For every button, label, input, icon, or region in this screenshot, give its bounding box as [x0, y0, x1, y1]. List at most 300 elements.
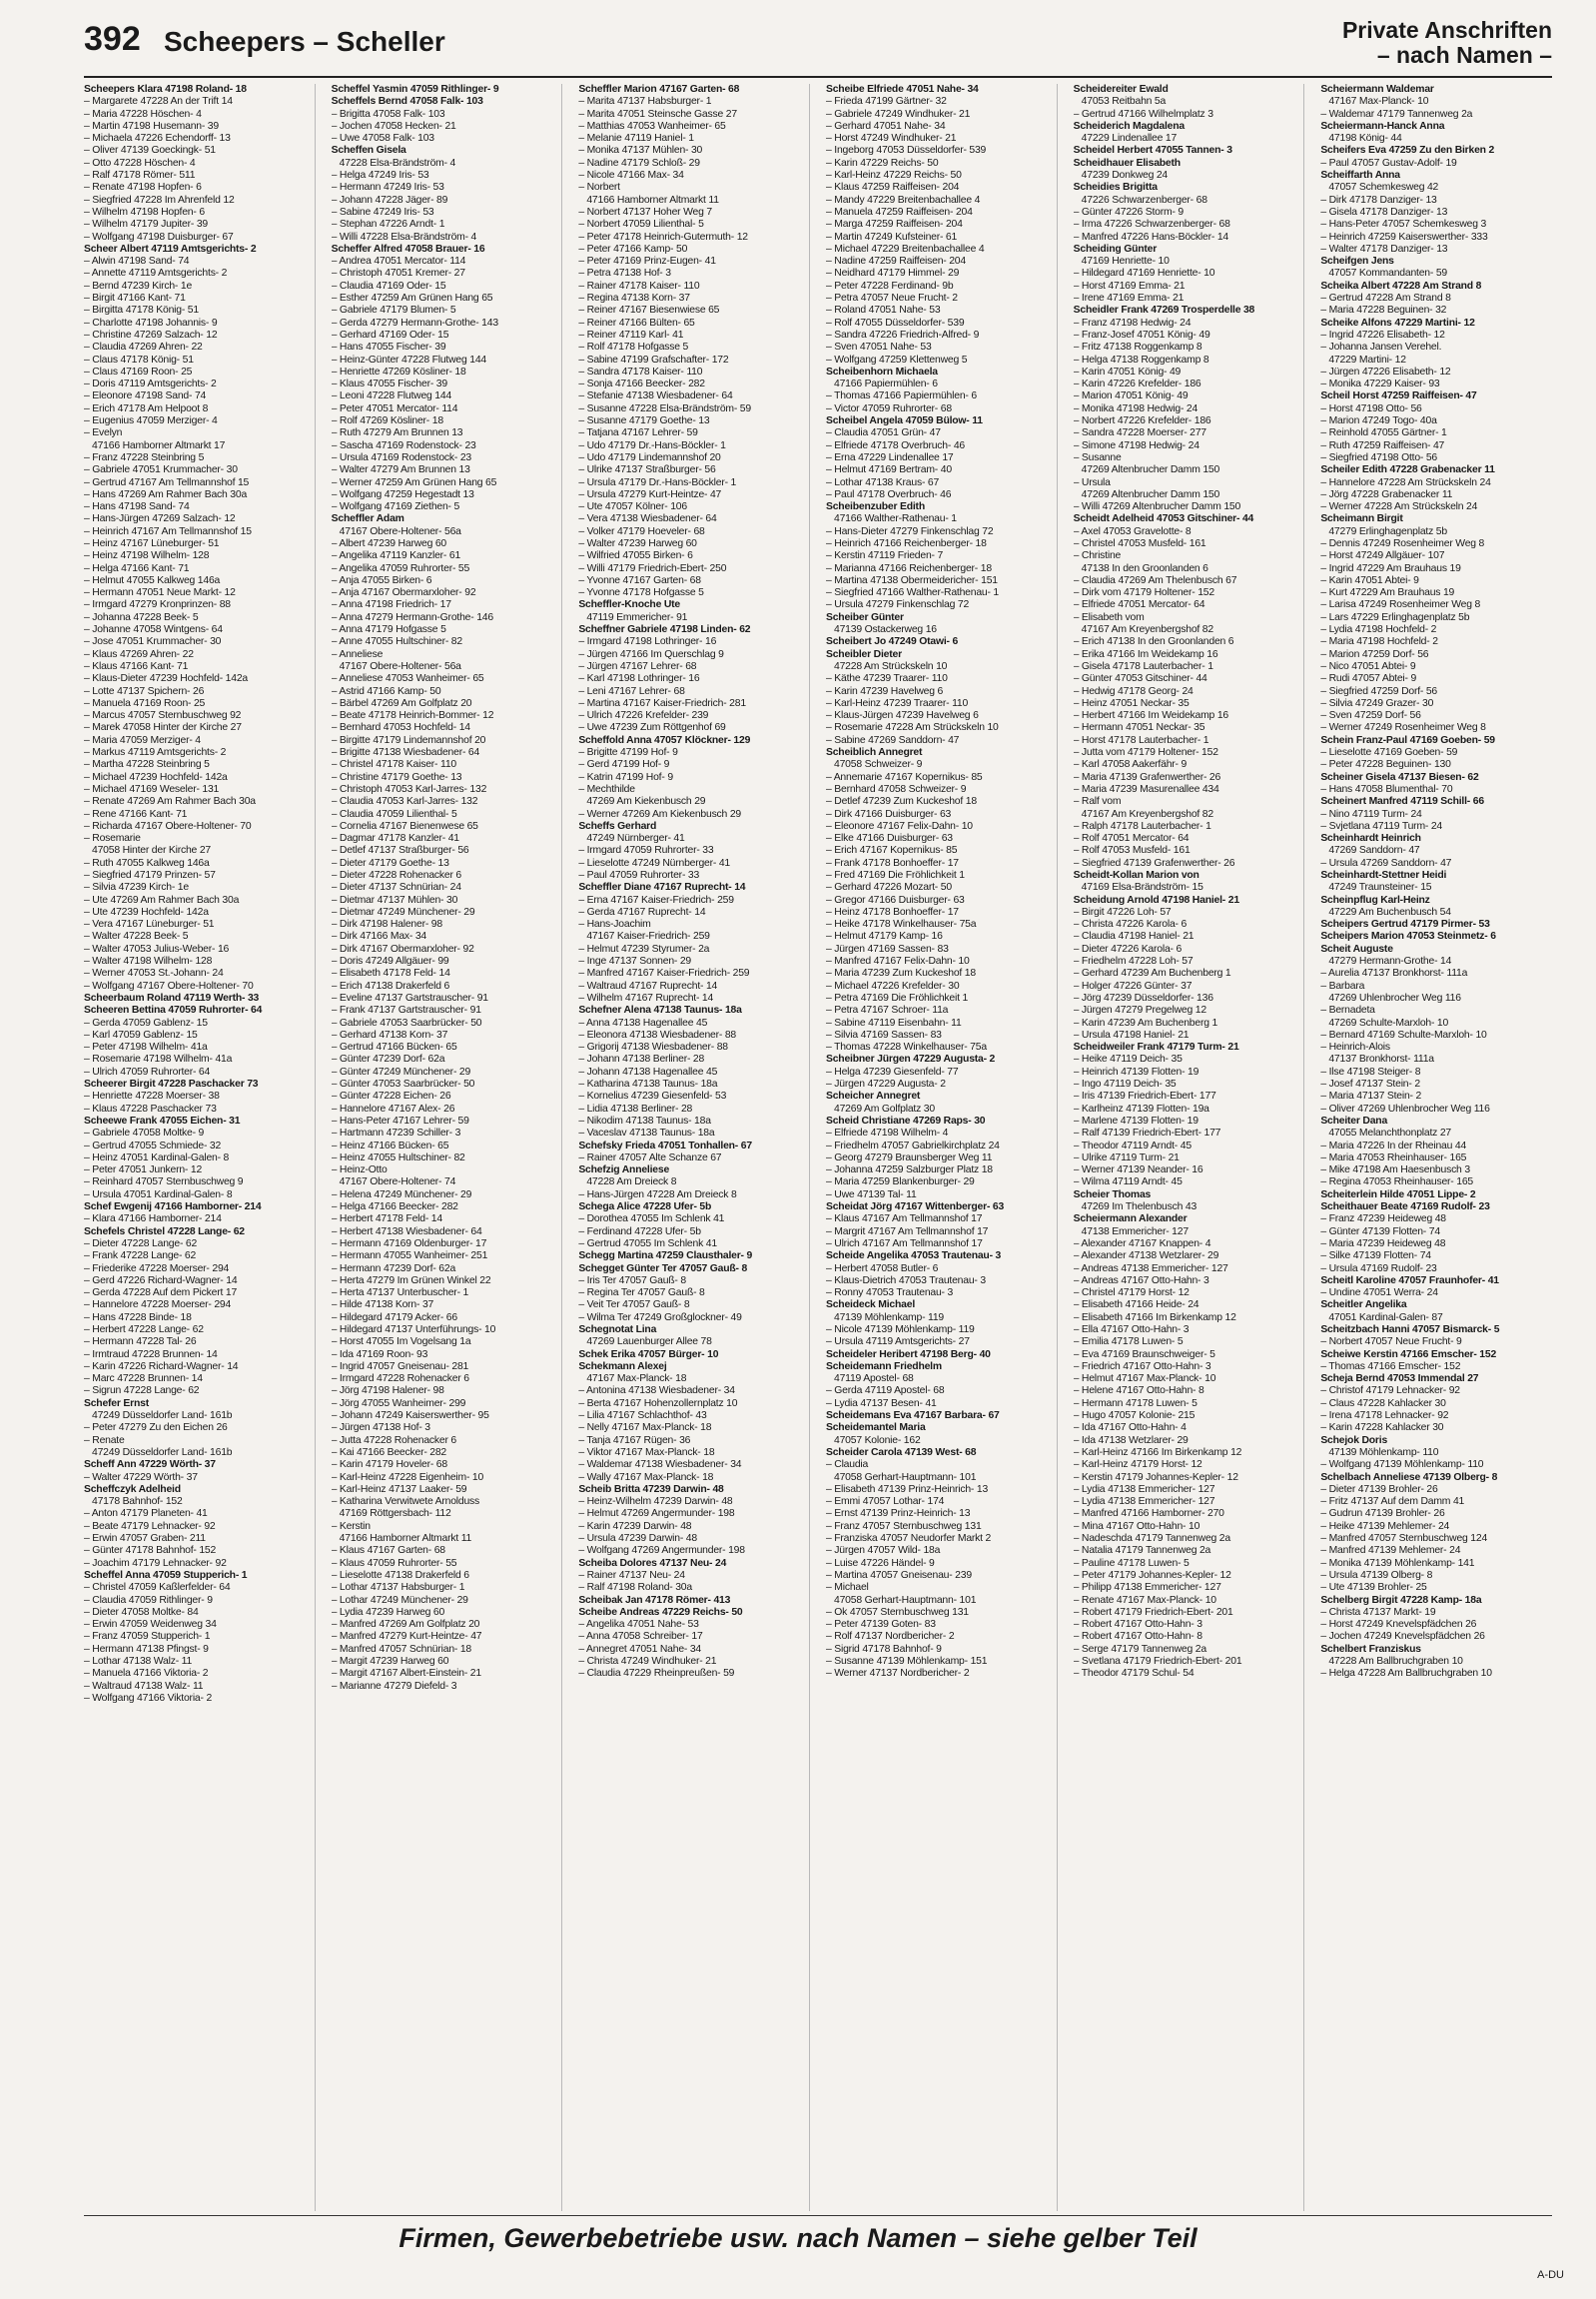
directory-surname-entry: Scheidhauer Elisabeth — [1073, 157, 1181, 169]
directory-entry: – Walter 47198 Wilhelm- 128 — [84, 956, 213, 968]
footer-divider — [84, 2215, 1552, 2216]
directory-entry: – Reinhold 47055 Gärtner- 1 — [1320, 427, 1447, 439]
directory-entry: 47051 Kardinal-Galen- 87 — [1328, 1311, 1443, 1323]
directory-surname-entry: Scheide Angelika 47053 Trautenau- 3 — [826, 1250, 1002, 1262]
directory-entry: – Grigorij 47138 Wiesbadener- 88 — [578, 1042, 728, 1054]
directory-surname-entry: Scheiding Günter — [1073, 243, 1158, 255]
directory-entry: – Susanne 47179 Goethe- 13 — [578, 415, 710, 427]
directory-entry: – Ralf 47139 Friedrich-Ebert- 177 — [1073, 1128, 1221, 1140]
directory-entry: – Anna 47198 Friedrich- 17 — [331, 599, 451, 611]
directory-entry: – Klaus 47259 Raiffeisen- 204 — [826, 182, 960, 194]
directory-entry: – Marek 47058 Hinter der Kirche 27 — [84, 722, 242, 734]
directory-entry: – Aurelia 47137 Bronkhorst- 111a — [1320, 968, 1468, 980]
directory-entry: – Franz 47239 Heideweg 48 — [1320, 1213, 1446, 1225]
directory-entry: – Horst 47249 Allgäuer- 107 — [1320, 550, 1445, 562]
directory-entry: – Detlef 47137 Straßburger- 56 — [331, 845, 469, 857]
directory-entry: – Silke 47139 Flotten- 74 — [1320, 1250, 1431, 1262]
directory-entry: – Johann 47228 Jäger- 89 — [331, 194, 448, 206]
directory-column-2 — [332, 84, 563, 2211]
directory-entry: – Siegfried 47198 Otto- 56 — [1320, 451, 1438, 463]
directory-entry: – Waltraud 47167 Ruprecht- 14 — [578, 980, 718, 992]
directory-entry: 47198 König- 44 — [1328, 133, 1402, 145]
directory-surname-entry: Scheit Auguste — [1320, 943, 1393, 955]
directory-entry: – Norbert 47059 Lilienthal- 5 — [578, 219, 704, 231]
directory-entry: – Sabine 47199 Grafschafter- 172 — [578, 354, 729, 366]
directory-entry: – Birgitta 47178 König- 51 — [84, 305, 199, 317]
directory-entry: – Antonina 47138 Wiesbadener- 34 — [578, 1385, 735, 1397]
directory-entry: – Maria 47139 Grafenwerther- 26 — [1073, 771, 1221, 783]
directory-entry: – Michael — [826, 1582, 869, 1594]
directory-entry: – Heinz 47055 Hultschiner- 82 — [331, 1151, 465, 1163]
directory-surname-entry: Scheffler Adam — [331, 513, 404, 525]
directory-entry: – Wolfgang 47259 Klettenweg 5 — [826, 354, 968, 366]
directory-entry: – Vera 47138 Wiesbadener- 64 — [578, 513, 717, 525]
directory-entry: – Maria 47228 Höschen- 4 — [84, 108, 202, 120]
directory-surname-entry: Schekmann Alexej — [578, 1360, 667, 1372]
directory-column-1 — [84, 84, 316, 2211]
directory-entry: – Willi 47228 Elsa-Brändström- 4 — [331, 231, 477, 243]
directory-entry: – Ute 47139 Brohler- 25 — [1320, 1582, 1427, 1594]
directory-entry: 47138 In den Groonlanden 6 — [1081, 562, 1208, 574]
directory-surname-entry: Scheidemantel Maria — [826, 1422, 926, 1434]
directory-entry: – Werner 47269 Am Kiekenbusch 29 — [578, 808, 741, 820]
directory-surname-entry: Scheepers Klara 47198 Roland- 18 — [84, 84, 247, 95]
directory-entry: – Irmgard 47279 Kronprinzen- 88 — [84, 599, 231, 611]
directory-entry: – Manuela 47259 Raiffeisen- 204 — [826, 206, 973, 218]
directory-entry: – Maria 47059 Merziger- 4 — [84, 734, 201, 746]
directory-entry: – Wolfgang 47259 Hegestadt 13 — [331, 488, 474, 500]
directory-entry: – Ulrich 47226 Krefelder- 239 — [578, 710, 709, 722]
directory-entry: – Hannelore 47167 Alex- 26 — [331, 1103, 455, 1115]
directory-surname-entry: Schein Franz-Paul 47169 Goeben- 59 — [1320, 734, 1495, 746]
directory-entry: – Bernard 47169 Schulte-Marxloh- 10 — [1320, 1029, 1487, 1041]
directory-surname-entry: Scheiwe Kerstin 47166 Emscher- 152 — [1320, 1348, 1497, 1360]
directory-entry: – Manfred 47166 Hamborner- 270 — [1073, 1508, 1224, 1520]
directory-entry: – Horst 47055 Im Vogelsang 1a — [331, 1336, 471, 1348]
directory-column-3 — [578, 84, 810, 2211]
directory-entry: – Michael 47169 Weseler- 131 — [84, 783, 220, 795]
directory-entry: – Marita 47137 Habsburger- 1 — [578, 96, 712, 108]
directory-entry: – Anja 47167 Obermarxloher- 92 — [331, 587, 476, 599]
directory-entry: – Gregor 47166 Duisburger- 63 — [826, 894, 965, 906]
directory-surname-entry: Scheidweiler Frank 47179 Turm- 21 — [1073, 1042, 1239, 1054]
directory-surname-entry: Scheiermann Alexander — [1073, 1213, 1188, 1225]
directory-entry: – Manfred 47279 Kurt-Heintze- 47 — [331, 1631, 482, 1643]
directory-entry: – Elisabeth vom — [1073, 611, 1145, 623]
directory-entry: 47279 Hermann-Grothe- 14 — [1328, 956, 1452, 968]
directory-entry: – Helmut 47179 Kamp- 16 — [826, 931, 943, 943]
directory-entry: – Peter 47178 Heinrich-Gutermuth- 12 — [578, 231, 748, 243]
directory-entry: – Anna 47058 Schreiber- 17 — [578, 1631, 703, 1643]
directory-entry: – Karin 47239 Am Buchenberg 1 — [1073, 1017, 1218, 1029]
directory-surname-entry: Scheier Thomas — [1073, 1188, 1152, 1200]
directory-entry: – Erwin 47057 Graben- 211 — [84, 1533, 206, 1545]
directory-entry: – Jutta vom 47179 Holtener- 152 — [1073, 747, 1218, 759]
directory-surname-entry: Scheipers Marion 47053 Steinmetz- 6 — [1320, 931, 1496, 943]
directory-entry: – Paul 47059 Ruhrorter- 33 — [578, 870, 700, 881]
directory-entry: – Bernadeta — [1320, 1005, 1375, 1017]
directory-entry: 47119 Apostel- 68 — [834, 1373, 914, 1385]
directory-entry: – Heinz-Günter 47228 Flutweg 144 — [331, 354, 486, 366]
directory-entry: – Peter 47166 Kamp- 50 — [578, 243, 688, 255]
directory-entry: – Fritz 47137 Auf dem Damm 41 — [1320, 1496, 1465, 1508]
directory-surname-entry: Schefer Ernst — [84, 1397, 149, 1409]
directory-entry: – Herbert 47058 Butler- 6 — [826, 1262, 939, 1274]
directory-entry: – Helena 47249 Münchener- 29 — [331, 1188, 472, 1200]
directory-entry: – Gerda 47228 Auf dem Pickert 17 — [84, 1287, 238, 1299]
directory-entry: – Martha 47228 Steinbring 5 — [84, 759, 210, 771]
directory-entry: – Werner 47228 Am Strückskeln 24 — [1320, 501, 1478, 513]
directory-entry: – Willi 47269 Altenbrucher Damm 150 — [1073, 501, 1241, 513]
directory-entry: – Peter 47139 Goten- 83 — [826, 1619, 936, 1631]
directory-surname-entry: Scheibert Jo 47249 Otawi- 6 — [826, 636, 959, 648]
directory-entry: – Klaus 47167 Am Tellmannshof 17 — [826, 1213, 983, 1225]
directory-surname-entry: Schefels Christel 47228 Lange- 62 — [84, 1225, 245, 1237]
directory-entry: – Georg 47279 Braunsberger Weg 11 — [826, 1151, 993, 1163]
directory-entry: – Herta 47279 Im Grünen Winkel 22 — [331, 1274, 491, 1286]
directory-entry: – Heinz 47167 Lüneburger- 51 — [84, 537, 220, 549]
directory-entry: – Johanna 47259 Salzburger Platz 18 — [826, 1164, 993, 1176]
directory-surname-entry: Schefzig Anneliese — [578, 1164, 670, 1176]
directory-entry: – Gertrud 47166 Bücken- 65 — [331, 1042, 457, 1054]
directory-entry: – Hugo 47057 Kolonie- 215 — [1073, 1410, 1196, 1422]
directory-entry: – Klaus-Dietrich 47053 Trautenau- 3 — [826, 1274, 986, 1286]
directory-entry: – Ulrich 47167 Am Tellmannshof 17 — [826, 1237, 983, 1249]
directory-entry: – Monika 47137 Mühlen- 30 — [578, 145, 703, 157]
directory-entry: – Hans 47228 Binde- 18 — [84, 1311, 192, 1323]
directory-surname-entry: Scheider Carola 47139 West- 68 — [826, 1446, 977, 1458]
directory-entry: – Alexander 47167 Knappen- 4 — [1073, 1237, 1211, 1249]
directory-entry: 47053 Reitbahn 5a — [1081, 96, 1167, 108]
directory-surname-entry: Scheewe Frank 47055 Eichen- 31 — [84, 1115, 241, 1127]
directory-entry: 47166 Hamborner Altmarkt 11 — [339, 1533, 472, 1545]
directory-entry: – Anna 47279 Hermann-Grothe- 146 — [331, 611, 493, 623]
directory-surname-entry: Scheffner Gabriele 47198 Linden- 62 — [578, 624, 751, 636]
directory-entry: – Heinz 47051 Kardinal-Galen- 8 — [84, 1151, 230, 1163]
directory-entry: – Wolfgang 47269 Angermunder- 198 — [578, 1545, 745, 1557]
directory-entry: 47167 Max-Planck- 18 — [586, 1373, 687, 1385]
directory-entry: – Karl-Heinz 47137 Laaker- 59 — [331, 1483, 467, 1495]
directory-entry: – Reinhard 47057 Sternbuschweg 9 — [84, 1176, 244, 1188]
directory-entry: – Eva 47169 Braunschweiger- 5 — [1073, 1348, 1215, 1360]
directory-entry: – Rainer 47057 Alte Schanze 67 — [578, 1151, 722, 1163]
directory-surname-entry: Scheiner Gisela 47137 Biesen- 62 — [1320, 771, 1479, 783]
directory-entry: – Christine — [1073, 550, 1122, 562]
directory-surname-entry: Schelbert Franziskus — [1320, 1643, 1421, 1655]
directory-entry: – Norbert — [578, 182, 620, 194]
directory-surname-entry: Scheidung Arnold 47198 Haniel- 21 — [1073, 894, 1239, 906]
directory-entry: – Jürgen 47229 Augusta- 2 — [826, 1079, 946, 1091]
directory-entry: – Henriette 47269 Kösliner- 18 — [331, 366, 466, 378]
directory-entry: – Nelly 47167 Max-Planck- 18 — [578, 1422, 712, 1434]
directory-entry: – Marita 47051 Steinsche Gasse 27 — [578, 108, 737, 120]
directory-entry: – Matthias 47053 Wanheimer- 65 — [578, 120, 726, 132]
directory-surname-entry: Scheidat Jörg 47167 Wittenberger- 63 — [826, 1201, 1005, 1213]
directory-entry: – Sigrun 47228 Lange- 62 — [84, 1385, 200, 1397]
directory-entry: – Petra 47167 Schroer- 11a — [826, 1005, 949, 1017]
directory-entry: 47228 Am Dreieck 8 — [586, 1176, 677, 1188]
directory-entry: – Svetlana 47179 Friedrich-Ebert- 201 — [1073, 1656, 1242, 1667]
directory-entry: – Elisabeth 47166 Heide- 24 — [1073, 1299, 1199, 1311]
directory-entry: – Nadine 47179 Schloß- 29 — [578, 157, 700, 169]
directory-entry: – Heike 47139 Mehlemer- 24 — [1320, 1520, 1450, 1532]
directory-entry: – Gerda 47119 Apostel- 68 — [826, 1385, 945, 1397]
directory-entry: – Frank 47137 Gartstrauscher- 91 — [331, 1005, 481, 1017]
directory-surname-entry: Scheffler-Knoche Ute — [578, 599, 680, 611]
directory-column-5 — [1074, 84, 1305, 2211]
directory-surname-entry: Scheike Alfons 47229 Martini- 12 — [1320, 317, 1475, 329]
directory-surname-entry: Scheffold Anna 47057 Klöckner- 129 — [578, 734, 751, 746]
directory-entry: – Mechthilde — [578, 783, 635, 795]
directory-entry: – Johann 47249 Kaiserswerther- 95 — [331, 1410, 489, 1422]
directory-entry: – Paul 47178 Overbruch- 46 — [826, 488, 952, 500]
directory-entry: – Regina 47138 Korn- 37 — [578, 293, 690, 305]
directory-entry: – Barbara — [1320, 980, 1365, 992]
directory-entry: – Ella 47167 Otto-Hahn- 3 — [1073, 1323, 1190, 1335]
directory-entry: – Christel 47178 Kaiser- 110 — [331, 759, 456, 771]
directory-entry: – Franz 47057 Sternbuschweg 131 — [826, 1520, 982, 1532]
directory-entry: – Gisela 47178 Lauterbacher- 1 — [1073, 660, 1213, 672]
directory-surname-entry: Schelbach Anneliese 47139 Olberg- 8 — [1320, 1471, 1498, 1483]
directory-entry: – Ulrike 47119 Turm- 21 — [1073, 1151, 1180, 1163]
directory-entry: – Wally 47167 Max-Planck- 18 — [578, 1471, 714, 1483]
directory-entry: – Brigitta 47058 Falk- 103 — [331, 108, 445, 120]
directory-entry: 47228 Am Strückskeln 10 — [834, 660, 948, 672]
directory-entry: – Dirk 47166 Duisburger- 63 — [826, 808, 952, 820]
directory-surname-entry: Scheitler Angelika — [1320, 1299, 1407, 1311]
directory-entry: – Norbert 47226 Krefelder- 186 — [1073, 415, 1211, 427]
directory-entry: – Hilde 47138 Korn- 37 — [331, 1299, 434, 1311]
directory-entry: – Ursula 47179 Dr.-Hans-Böckler- 1 — [578, 476, 737, 488]
directory-entry: – Theodor 47179 Schul- 54 — [1073, 1668, 1195, 1680]
directory-entry: – Kerstin 47179 Johannes-Kepler- 12 — [1073, 1471, 1238, 1483]
directory-entry: – Dieter 47228 Rohenacker 6 — [331, 870, 461, 881]
directory-entry: – Petra 47057 Neue Frucht- 2 — [826, 293, 958, 305]
directory-entry: – Gabriele 47058 Moltke- 9 — [84, 1128, 205, 1140]
directory-entry: – Andreas 47167 Otto-Hahn- 3 — [1073, 1274, 1209, 1286]
directory-surname-entry: Scheinert Manfred 47119 Schill- 66 — [1320, 796, 1484, 808]
directory-entry: – Herbert 47178 Feld- 14 — [331, 1213, 442, 1225]
directory-entry: – Marion 47259 Dorf- 56 — [1320, 648, 1429, 660]
directory-entry: – Ursula 47279 Kurt-Heintze- 47 — [578, 488, 722, 500]
directory-entry: – Kai 47166 Beecker- 282 — [331, 1446, 447, 1458]
directory-surname-entry: Scheja Bernd 47053 Immendal 27 — [1320, 1373, 1479, 1385]
directory-entry: 47178 Bahnhof- 152 — [92, 1496, 183, 1508]
directory-entry: – Hildegard 47169 Henriette- 10 — [1073, 268, 1215, 280]
directory-surname-entry: Schegnotat Lina — [578, 1323, 657, 1335]
directory-entry: 47119 Emmericher- 91 — [586, 611, 688, 623]
directory-surname-entry: Scheiblich Annegret — [826, 747, 923, 759]
directory-surname-entry: Scheiermann Waldemar — [1320, 84, 1434, 95]
directory-entry: – Robert 47167 Otto-Hahn- 8 — [1073, 1631, 1202, 1643]
directory-entry: – Richarda 47167 Obere-Holtener- 70 — [84, 820, 252, 832]
directory-surname-entry: Scheiter Dana — [1320, 1115, 1388, 1127]
directory-entry: – Gerd 47199 Hof- 9 — [578, 759, 670, 771]
directory-entry: – Christel 47059 Kaßlerfelder- 64 — [84, 1582, 231, 1594]
directory-entry: – Yvonne 47178 Hofgasse 5 — [578, 587, 704, 599]
directory-entry: 47139 Ostackerweg 16 — [834, 624, 937, 636]
directory-entry: – Michael 47239 Hochfeld- 142a — [84, 771, 228, 783]
directory-surname-entry: Scheibler Dieter — [826, 648, 902, 660]
directory-entry: – Gerhard 47138 Korn- 37 — [331, 1029, 448, 1041]
directory-surname-entry: Scheffler Diane 47167 Ruprecht- 14 — [578, 882, 746, 894]
directory-surname-entry: Schegg Martina 47259 Clausthaler- 9 — [578, 1250, 753, 1262]
directory-entry: – Ute 47269 Am Rahmer Bach 30a — [84, 894, 240, 906]
directory-entry: – Rainer 47178 Kaiser- 110 — [578, 280, 700, 292]
directory-entry: – Werner 47053 St.-Johann- 24 — [84, 968, 224, 980]
directory-entry: – Kerstin — [331, 1520, 371, 1532]
directory-entry: – Astrid 47166 Kamp- 50 — [331, 685, 441, 697]
directory-entry: – Lars 47229 Erlinghagenplatz 5b — [1320, 611, 1470, 623]
directory-entry: – Joachim 47179 Lehnacker- 92 — [84, 1557, 227, 1569]
directory-entry: – Annegret 47051 Nahe- 34 — [578, 1643, 702, 1655]
directory-entry: – Herta 47137 Unterbuscher- 1 — [331, 1287, 469, 1299]
directory-entry: – Svjetlana 47119 Turm- 24 — [1320, 820, 1443, 832]
directory-entry: – Rolf 47053 Musfeld- 161 — [1073, 845, 1191, 857]
directory-entry: – Dieter 47139 Brohler- 26 — [1320, 1483, 1438, 1495]
directory-entry: – Waldemar 47138 Wiesbadener- 34 — [578, 1459, 742, 1471]
directory-surname-entry: Scheinpflug Karl-Heinz — [1320, 894, 1430, 906]
directory-entry: – Inge 47137 Sonnen- 29 — [578, 956, 692, 968]
directory-entry: – Ingrid 47229 Am Brauhaus 19 — [1320, 562, 1461, 574]
directory-entry: – Bernhard 47058 Schweizer- 9 — [826, 783, 967, 795]
directory-entry: – Erich 47138 In den Groonlanden 6 — [1073, 636, 1234, 648]
directory-entry: – Jürgen 47166 Im Querschlag 9 — [578, 648, 724, 660]
directory-entry: – Dieter 47226 Karola- 6 — [1073, 943, 1183, 955]
directory-entry: 47249 Traunsteiner- 15 — [1328, 882, 1432, 894]
directory-entry: – Anna 47138 Hagenallee 45 — [578, 1017, 708, 1029]
directory-entry: – Dirk 47198 Halener- 98 — [331, 919, 442, 931]
directory-entry: – Waltraud 47138 Walz- 11 — [84, 1680, 204, 1692]
directory-entry: – Maria 47259 Blankenburger- 29 — [826, 1176, 975, 1188]
directory-entry: – Hans 47058 Blumenthal- 70 — [1320, 783, 1453, 795]
directory-entry: – Brigitte 47138 Wiesbadener- 64 — [331, 747, 480, 759]
directory-entry: – Monika 47139 Möhlenkamp- 141 — [1320, 1557, 1475, 1569]
directory-entry: – Karl-Heinz 47239 Traarer- 110 — [826, 697, 969, 709]
directory-entry: – Monika 47229 Kaiser- 93 — [1320, 379, 1440, 390]
directory-entry: – Johanna Jansen Verehel. — [1320, 342, 1442, 354]
directory-entry: – Lydia 47138 Emmericher- 127 — [1073, 1496, 1215, 1508]
directory-entry: – Irma 47226 Schwarzenberger- 68 — [1073, 219, 1230, 231]
directory-entry: – Esther 47259 Am Grünen Hang 65 — [331, 293, 493, 305]
directory-entry: – Jose 47051 Krummacher- 30 — [84, 636, 222, 648]
directory-entry: – Karin 47239 Darwin- 48 — [578, 1520, 692, 1532]
directory-entry: 47167 Kaiser-Friedrich- 259 — [586, 931, 710, 943]
directory-entry: – Heike 47119 Deich- 35 — [1073, 1054, 1183, 1066]
directory-column-6 — [1320, 84, 1552, 2211]
directory-entry: – Maria 47239 Zum Kuckeshof 18 — [826, 968, 976, 980]
directory-entry: – Günter 47228 Eichen- 26 — [331, 1091, 451, 1103]
directory-entry: – Angelika 47051 Nahe- 53 — [578, 1619, 699, 1631]
directory-entry: – Ursula 47269 Sanddorn- 47 — [1320, 857, 1452, 869]
directory-surname-entry: Scheiderich Magdalena — [1073, 120, 1185, 132]
directory-entry: – Manuela 47166 Viktoria- 2 — [84, 1668, 209, 1680]
directory-surname-entry: Scheiterlein Hilde 47051 Lippe- 2 — [1320, 1188, 1476, 1200]
directory-entry: – Hermann 47055 Wanheimer- 251 — [331, 1250, 488, 1262]
directory-entry: – Hermann 47249 Iris- 53 — [331, 182, 444, 194]
directory-surname-entry: Scheideck Michael — [826, 1299, 916, 1311]
directory-entry: – Ingo 47119 Deich- 35 — [1073, 1079, 1177, 1091]
directory-entry: – Rainer 47137 Neu- 24 — [578, 1569, 685, 1581]
directory-entry: – Elfriede 47198 Wilhelm- 4 — [826, 1128, 949, 1140]
directory-entry: 47137 Bronkhorst- 111a — [1328, 1054, 1434, 1066]
directory-entry: – Werner 47259 Am Grünen Hang 65 — [331, 476, 497, 488]
directory-entry: – Ralf vom — [1073, 796, 1122, 808]
directory-entry: – Ingrid 47057 Gneisenau- 281 — [331, 1360, 469, 1372]
directory-entry: – Robert 47179 Friedrich-Ebert- 201 — [1073, 1606, 1233, 1618]
directory-surname-entry: Scheid Christiane 47269 Raps- 30 — [826, 1115, 986, 1127]
directory-entry: – Heinz 47051 Neckar- 35 — [1073, 697, 1190, 709]
directory-entry: – Andrea 47051 Mercator- 114 — [331, 256, 466, 268]
directory-entry: – Helga 47249 Iris- 53 — [331, 170, 429, 182]
directory-entry: – Lothar 47138 Kraus- 67 — [826, 476, 940, 488]
directory-entry: – Werner 47137 Nordbericher- 2 — [826, 1668, 970, 1680]
directory-entry: – Gerhard 47239 Am Buchenberg 1 — [1073, 968, 1231, 980]
directory-entry: 47269 Am Golfplatz 30 — [834, 1103, 935, 1115]
directory-entry: – Nadeschda 47179 Tannenweg 2a — [1073, 1533, 1230, 1545]
directory-entry: – Josef 47137 Stein- 2 — [1320, 1079, 1420, 1091]
directory-entry: – Manfred 47167 Felix-Dahn- 10 — [826, 956, 970, 968]
directory-entry: – Eugenius 47059 Merziger- 4 — [84, 415, 218, 427]
directory-entry: – Leoni 47228 Flutweg 144 — [331, 390, 452, 402]
directory-entry: – Kerstin 47119 Frieden- 7 — [826, 550, 944, 562]
directory-entry: – Horst 47169 Emma- 21 — [1073, 280, 1186, 292]
directory-entry: 47058 Gerhart-Hauptmann- 101 — [834, 1594, 977, 1606]
directory-surname-entry: Scheibak Jan 47178 Römer- 413 — [578, 1594, 731, 1606]
directory-entry: 47269 Altenbrucher Damm 150 — [1081, 464, 1220, 476]
directory-entry: – Heike 47178 Winkelhauser- 75a — [826, 919, 977, 931]
directory-entry: – Manuela 47169 Roon- 25 — [84, 697, 206, 709]
directory-entry: – Christa 47137 Markt- 19 — [1320, 1606, 1436, 1618]
directory-entry: – Paul 47057 Gustav-Adolf- 19 — [1320, 157, 1457, 169]
directory-entry: – Katharina 47138 Taunus- 18a — [578, 1079, 718, 1091]
directory-surname-entry: Scheicher Annegret — [826, 1091, 921, 1103]
section-title-line-1: Private Anschriften — [1341, 17, 1552, 43]
directory-entry: – Siegfried 47228 Im Ahrenfeld 12 — [84, 194, 235, 206]
directory-entry: – Anna 47179 Hofgasse 5 — [331, 624, 446, 636]
directory-entry: – Peter 47179 Johannes-Kepler- 12 — [1073, 1569, 1231, 1581]
directory-entry: – Hartmann 47239 Schiller- 3 — [331, 1128, 461, 1140]
directory-entry: – Helmut 47169 Bertram- 40 — [826, 464, 952, 476]
directory-entry: – Claus 47228 Kahlacker 30 — [1320, 1397, 1446, 1409]
directory-entry: – Wolfgang 47169 Ziethen- 5 — [331, 501, 460, 513]
directory-entry: – Gertrud 47167 Am Tellmannshof 15 — [84, 476, 250, 488]
directory-entry: – Anneliese — [331, 648, 384, 660]
directory-entry: – Silvia 47169 Sassen- 83 — [826, 1029, 942, 1041]
directory-entry: – Helmut 47269 Angermunder- 198 — [578, 1508, 735, 1520]
directory-entry: – Elfriede 47178 Overbruch- 46 — [826, 439, 965, 451]
directory-surname-entry: Scheiber Günter — [826, 611, 904, 623]
directory-entry: – Lieselotte 47138 Drakerfeld 6 — [331, 1569, 469, 1581]
directory-entry: – Jürgen 47138 Hof- 3 — [331, 1422, 430, 1434]
directory-entry: – Larisa 47249 Rosenheimer Weg 8 — [1320, 599, 1481, 611]
directory-entry: – Wolfgang 47166 Viktoria- 2 — [84, 1692, 213, 1704]
directory-entry: – Hans 47269 Am Rahmer Bach 30a — [84, 488, 248, 500]
directory-surname-entry: Schegget Günter Ter 47057 Gauß- 8 — [578, 1262, 748, 1274]
directory-entry: – Rene 47166 Kant- 71 — [84, 808, 188, 820]
directory-entry: – Karin 47179 Hoveler- 68 — [331, 1459, 447, 1471]
directory-entry: – Kurt 47229 Am Brauhaus 19 — [1320, 587, 1455, 599]
directory-entry: – Irmgard 47059 Ruhrorter- 33 — [578, 845, 714, 857]
directory-entry: – Dietmar 47249 Münchener- 29 — [331, 906, 475, 918]
directory-entry: – Wolfgang 47139 Möhlenkamp- 110 — [1320, 1459, 1484, 1471]
directory-surname-entry: Scheitzbach Hanni 47057 Bismarck- 5 — [1320, 1323, 1500, 1335]
directory-entry: 47249 Düsseldorfer Land- 161b — [92, 1446, 233, 1458]
directory-entry: – Serge 47179 Tannenweg 2a — [1073, 1643, 1206, 1655]
directory-surname-entry: Scheffel Yasmin 47059 Rithlinger- 9 — [331, 84, 499, 95]
directory-entry: – Frank 47178 Bonhoeffer- 17 — [826, 857, 959, 869]
directory-entry: – Johanna 47228 Beek- 5 — [84, 611, 199, 623]
